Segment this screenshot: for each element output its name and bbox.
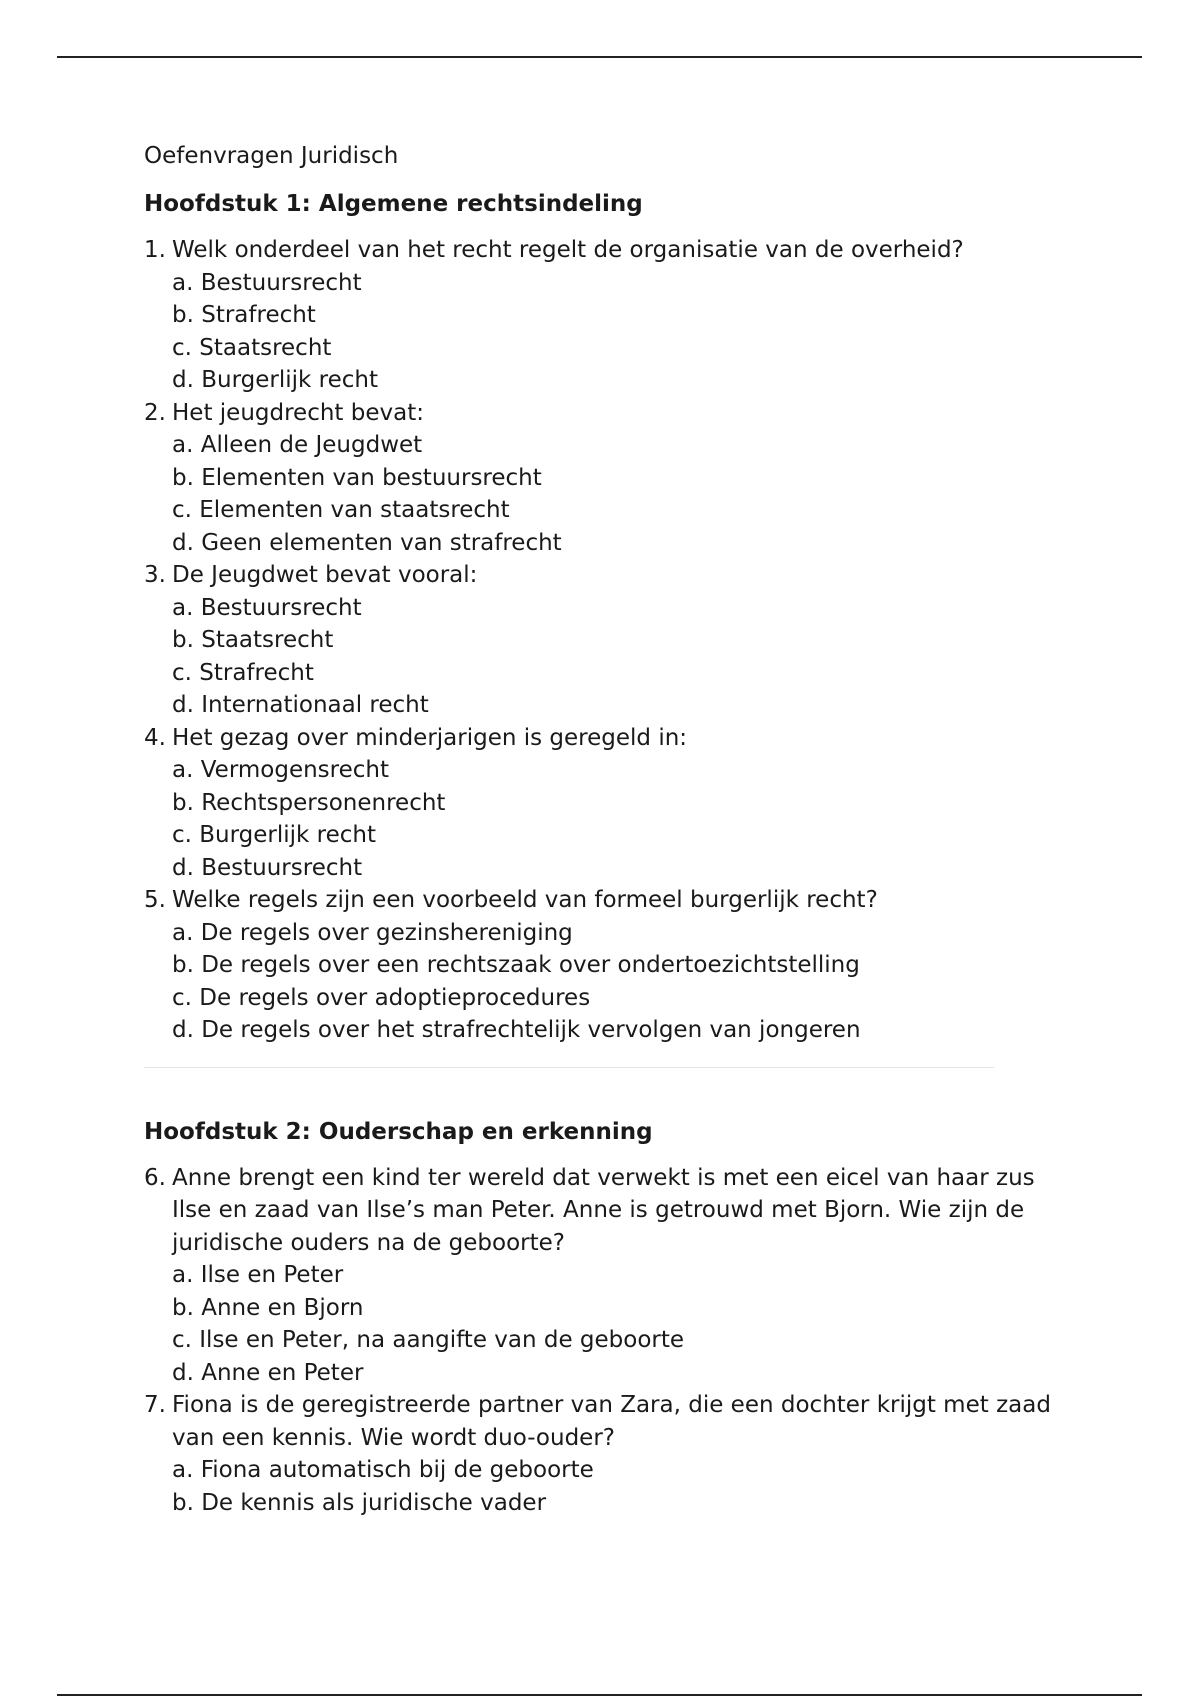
answer-option: b. Anne en Bjorn — [172, 1294, 364, 1321]
question-number: 4. — [144, 724, 166, 751]
chapter-2-questions — [144, 1162, 1051, 1520]
answer-options — [172, 1454, 1044, 1519]
answer-option: b. Staatsrecht — [172, 627, 334, 653]
answer-option: a. Fiona automatisch bij de geboorte — [172, 1457, 594, 1483]
answer-option: b. Rechtspersonenrecht — [172, 789, 446, 816]
answer-options — [172, 754, 1044, 884]
question-number: 5. — [144, 887, 166, 913]
document-body — [144, 140, 1051, 1519]
answer-options — [172, 917, 1044, 1047]
answer-option: a. Bestuursrecht — [172, 269, 362, 296]
answer-option: b. De regels over een rechtszaak over ondertoezichtstelling — [172, 952, 860, 978]
question-number: 3. — [144, 562, 166, 588]
answer-option: c. Strafrecht — [172, 659, 314, 686]
answer-option: a. Ilse en Peter — [172, 1262, 344, 1288]
answer-option: d. Bestuursrecht — [172, 854, 363, 881]
top-rule — [57, 56, 1142, 58]
question-number: 1. — [144, 237, 166, 263]
document-title: Oefenvragen Juridisch — [144, 143, 399, 169]
chapter-1-title: Hoofdstuk 1: Algemene rechtsindeling — [144, 191, 643, 217]
answer-option: a. Vermogensrecht — [172, 757, 389, 783]
answer-option: a. De regels over gezinshereniging — [172, 919, 573, 946]
answer-option: c. Staatsrecht — [172, 334, 332, 361]
question-text: Welk onderdeel van het recht regelt de organisatie van de overheid? — [172, 237, 964, 263]
question-5 — [144, 884, 1044, 1047]
answer-option: d. De regels over het strafrechtelijk vervolgen van jongeren — [172, 1017, 861, 1043]
question-6 — [144, 1162, 1044, 1390]
answer-option: b. Elementen van bestuursrecht — [172, 464, 542, 491]
question-4 — [144, 722, 1044, 885]
answer-option: d. Geen elementen van strafrecht — [172, 529, 562, 556]
question-2 — [144, 397, 1044, 560]
chapter-1-questions — [144, 234, 1044, 1047]
section-divider — [144, 1067, 994, 1068]
question-text: Het gezag over minderjarigen is geregeld in: — [172, 724, 688, 751]
question-number: 2. — [144, 399, 166, 426]
answer-option: a. Alleen de Jeugdwet — [172, 432, 423, 458]
answer-options — [172, 592, 1044, 722]
answer-option: a. Bestuursrecht — [172, 594, 362, 621]
bottom-rule — [57, 1694, 1142, 1696]
answer-options — [172, 267, 1044, 397]
question-number: 7. — [144, 1392, 166, 1418]
answer-option: c. Elementen van staatsrecht — [172, 497, 510, 523]
answer-option: b. Strafrecht — [172, 302, 316, 328]
answer-option: d. Internationaal recht — [172, 692, 429, 718]
answer-options — [172, 1259, 1044, 1389]
chapter-2-title: Hoofdstuk 2: Ouderschap en erkenning — [144, 1118, 653, 1145]
answer-options — [172, 429, 1044, 559]
answer-option: c. Burgerlijk recht — [172, 822, 377, 848]
answer-option: d. Burgerlijk recht — [172, 367, 378, 393]
question-1 — [144, 234, 1044, 397]
question-text: Het jeugdrecht bevat: — [172, 399, 424, 426]
answer-option: d. Anne en Peter — [172, 1359, 364, 1386]
question-3 — [144, 559, 1044, 722]
question-number: 6. — [144, 1164, 166, 1191]
answer-option: b. De kennis als juridische vader — [172, 1489, 547, 1516]
question-text: Anne brengt een kind ter wereld dat verwekt is met een eicel van haar zus Ilse en zaad van Ilse’s man Peter. Anne is getrouwd met Bjorn. Wie zijn de juridische ouders na de geboorte? — [172, 1164, 1035, 1256]
question-text: De Jeugdwet bevat vooral: — [172, 562, 478, 588]
answer-option: c. Ilse en Peter, na aangifte van de geboorte — [172, 1327, 685, 1353]
answer-option: c. De regels over adoptieprocedures — [172, 984, 591, 1011]
question-text: Welke regels zijn een voorbeeld van formeel burgerlijk recht? — [172, 887, 878, 913]
question-text: Fiona is de geregistreerde partner van Zara, die een dochter krijgt met zaad van een kennis. Wie wordt duo-ouder? — [172, 1392, 1051, 1451]
question-7 — [144, 1389, 1051, 1519]
